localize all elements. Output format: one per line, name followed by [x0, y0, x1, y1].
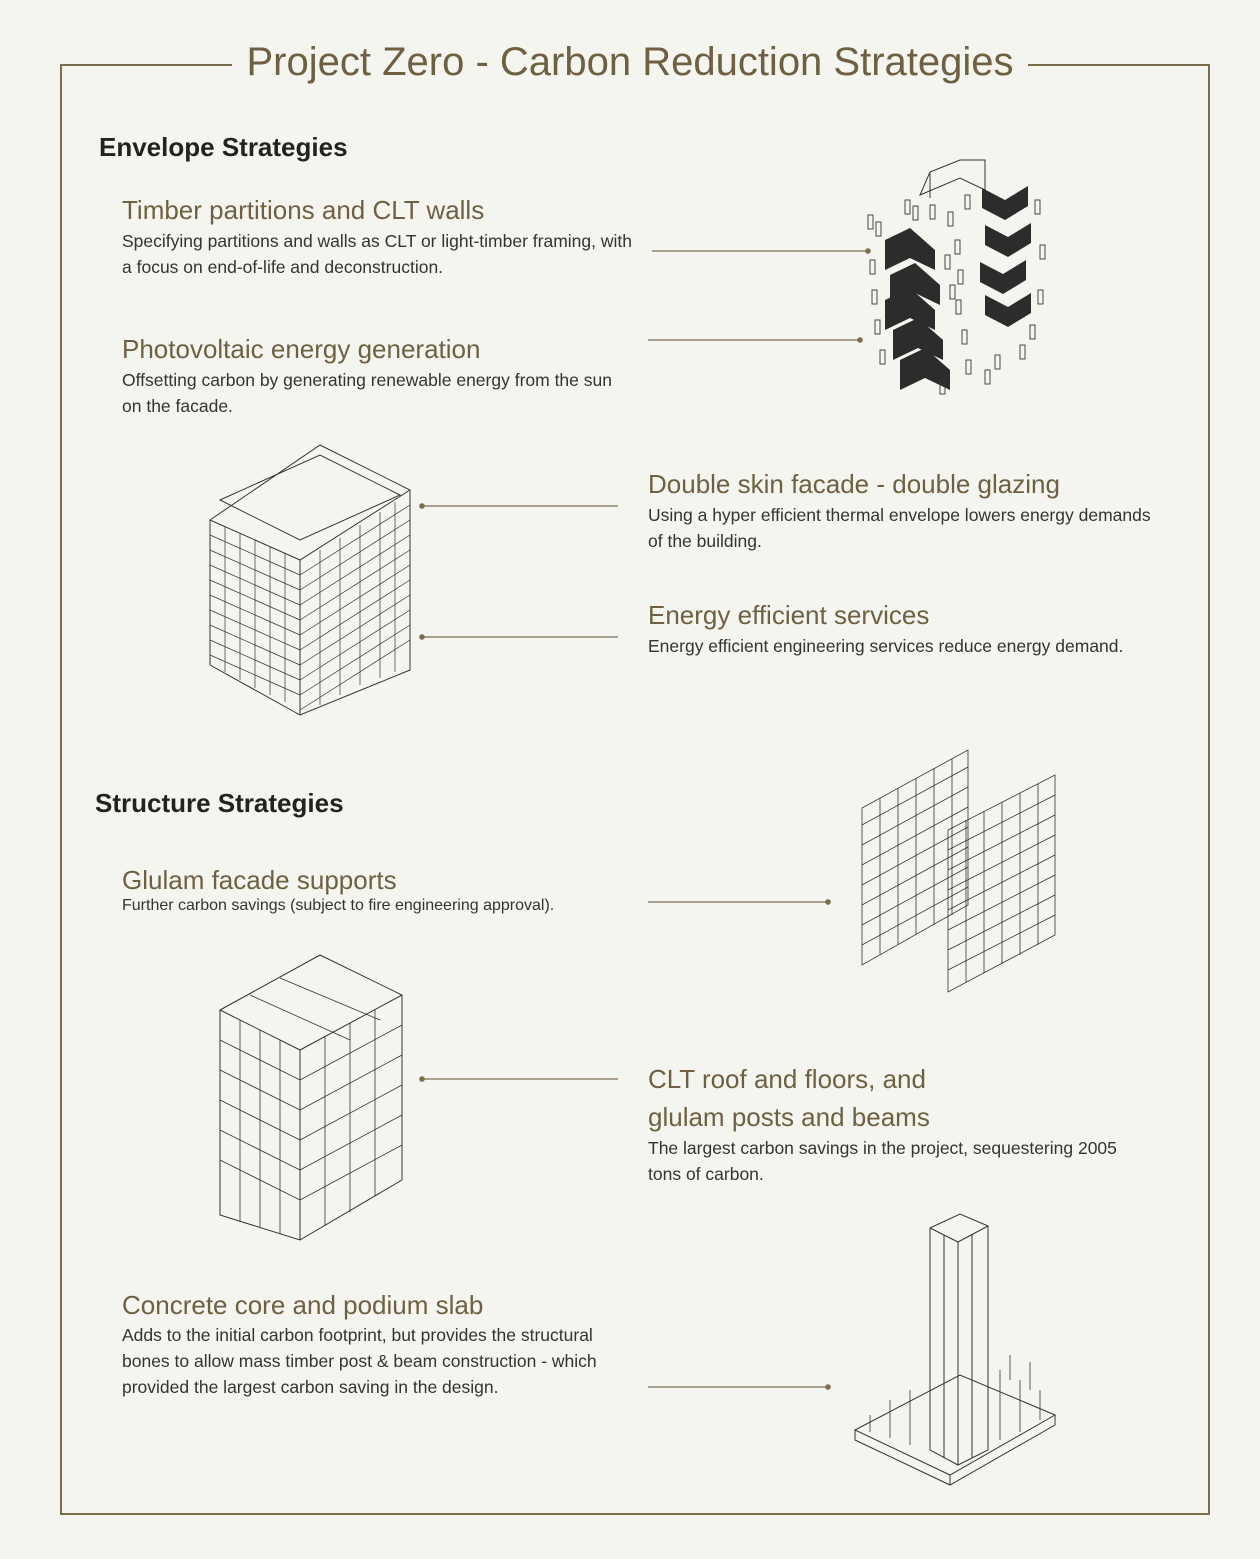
item-title-glulam-facade: Glulam facade supports [122, 865, 397, 895]
leader-dot-glulam [826, 900, 830, 904]
item-desc-glulam-facade: Further carbon savings (subject to fire engineering approval). [122, 897, 555, 914]
item-title-clt-roof: CLT roof and floors, and glulam posts and beams [648, 1064, 930, 1132]
page-title: Project Zero - Carbon Reduction Strategies [0, 40, 1260, 85]
leader-dot-timber [866, 249, 870, 253]
leader-lines [420, 249, 870, 1389]
leader-dot-pv [858, 338, 862, 342]
item-title-timber-partitions: Timber partitions and CLT walls [122, 195, 485, 225]
glulam-facade-illustration [862, 750, 1055, 992]
item-title-double-skin: Double skin facade - double glazing [648, 469, 1060, 499]
item-desc-double-skin: Using a hyper efficient thermal envelope lowers energy demands of the building. [648, 505, 1151, 551]
item-title-energy-services: Energy efficient services [648, 600, 930, 630]
section-title-structure: Structure Strategies [95, 788, 344, 818]
leader-dot-double-skin [420, 504, 424, 508]
concrete-core-illustration [855, 1214, 1055, 1485]
item-desc-clt-roof: The largest carbon savings in the project, sequestering 2005 tons of carbon. [648, 1138, 1117, 1184]
leader-dot-clt [420, 1077, 424, 1081]
timber-frame-illustration [220, 955, 402, 1240]
facade-building-illustration [210, 445, 410, 715]
item-desc-photovoltaic: Offsetting carbon by generating renewable energy from the sun on the facade. [122, 370, 612, 416]
leader-dot-concrete [826, 1385, 830, 1389]
item-title-concrete-core: Concrete core and podium slab [122, 1290, 484, 1320]
item-title-photovoltaic: Photovoltaic energy generation [122, 334, 481, 364]
item-desc-concrete-core: Adds to the initial carbon footprint, but provides the structural bones to allow mass timber post & beam construction - which provided the largest carbon saving in the design. [122, 1325, 597, 1397]
clt-walls-illustration [868, 160, 1045, 394]
leader-dot-services [420, 635, 424, 639]
section-title-envelope: Envelope Strategies [99, 132, 348, 162]
item-desc-timber-partitions: Specifying partitions and walls as CLT or light-timber framing, with a focus on end-of-life and deconstruction. [122, 231, 632, 277]
item-desc-energy-services: Energy efficient engineering services reduce energy demand. [648, 636, 1124, 656]
